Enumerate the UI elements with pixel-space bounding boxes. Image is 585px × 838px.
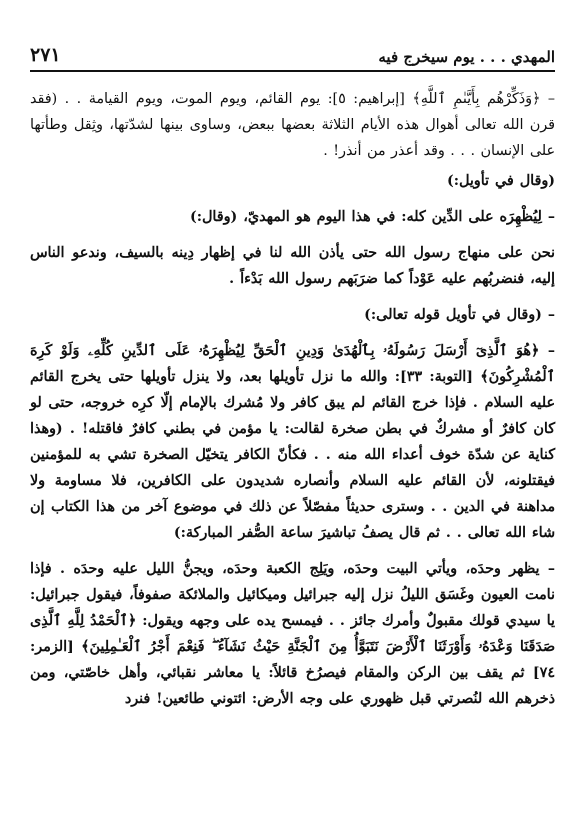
running-title: المهدي . . . يوم سيخرج فيه (378, 48, 555, 66)
page-header (30, 36, 555, 72)
paragraph-6: – ﴿هُوَ ٱلَّذِىٓ أَرْسَلَ رَسُولَهُۥ بِٱلْهُدَىٰ وَدِينِ ٱلْحَقِّ لِيُظْهِرَهُۥ عَلَى ٱلدِّينِ كُلِّهِۦ وَلَوْ كَرِهَ ٱلْمُشْرِكُونَ﴾ [التوبة: ٣٣]: والله ما نزل تأويلها بعد، ولا ينزل تأويلها حتى يخرج القائم عليه السلام . فإذا خرج القائم لم يبق كافر ولا مُشرك بالإمام إلّا كرِه خروجه، حتى لو كان كافرٌ أو مشركٌ في بطن صخرة لقالت: يا مؤمن في بطني كافرٌ فاقتله! . (وهذا كناية عن شدّة خوف أعداء الله منه . . فكأنّ الكافر يتخيّل الصخرة تشي به للمؤمنين فيقتلونه، لأن القائم عليه السلام وأنصاره شديدون على الكافرين، فلا مساومة ولا مداهنة في الدين . . وسترى حديثاً مفصّلاً عن ذلك في موضوع آخر من هذا الكتاب إن شاء الله تعالى . . ثم قال يصفُ تباشيرَ ساعة الصُّفر المباركة:) (30, 343, 555, 541)
paragraph-3: – لِيُظْهِرَه على الدِّين كله: في هذا اليوم هو المهديّ، (وقال:) (190, 209, 555, 225)
paragraph-5: – (وقال في تأويل قوله تعالى:) (364, 307, 555, 323)
paragraph-4: نحن على منهاج رسول الله حتى يأذن الله لنا في إظهار دِينه بالسيف، وندعو الناس إليه، فنضربُهم عليه عَوْداً كما ضرَبَهم رسول الله بَدْءاً . (30, 245, 555, 287)
paragraph-2: (وقال في تأويل:) (446, 173, 555, 189)
page-number: ٢٧١ (30, 44, 61, 66)
paragraph-1: – ﴿وَذَكِّرْهُم بِأَيَّىٰمِ ٱللَّهِ﴾ [إبراهيم: ٥]: يوم القائم، ويوم الموت، ويوم القيامة . . (فقد قرن الله تعالى أهوال هذه الأيام الثلاثة بعضها ببعض، وساوى بينها لشدّتها، وثِقل وطأتها على الإنسان . . . وقد أعذر من أنذر! . (30, 91, 556, 159)
page-body (30, 86, 555, 712)
paragraph-7: – يظهر وحدَه، ويأتي البيت وحدَه، ويَلِج الكعبة وحدَه، ويجنُّ الليل عليه وحدَه . فإذا نامت العيون وغَسَق الليلُ نزل إليه جبرائيل وميكائيل والملائكة صفوفاً، فيقول جبرائيل: يا سيدي قولك مقبولٌ وأمرك جائز . . فيمسح يده على وجهه ويقول: ﴿ٱلْحَمْدُ لِلَّهِ ٱلَّذِى صَدَقَنَا وَعْدَهُۥ وَأَوْرَثَنَا ٱلْأَرْضَ نَتَبَوَّأُ مِنَ ٱلْجَنَّةِ حَيْثُ نَشَآءُ ۖ فَنِعْمَ أَجْرُ ٱلْعَـٰمِلِينَ﴾ [الزمر: ٧٤] ثم يقف بين الركن والمقام فيصرُخ قائلاً: يا معاشر نقبائي، وأهل خاصّتي، ومن ذخرهم الله لنُصرتي قبل ظهوري على وجه الأرض: ائتوني طائعين! فنرد (30, 561, 555, 707)
